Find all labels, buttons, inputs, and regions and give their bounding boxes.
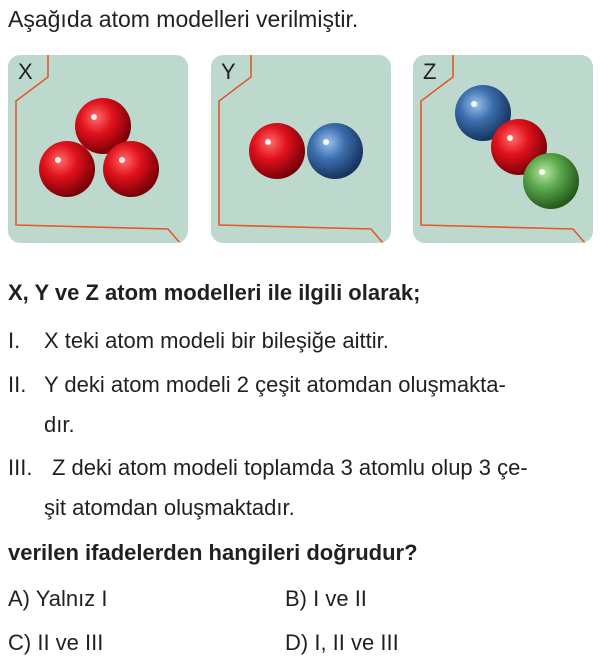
statement-text-continued: şit atomdan oluşmaktadır.: [44, 495, 295, 520]
option-key: B): [285, 586, 307, 611]
option-key: C): [8, 630, 32, 655]
option-b[interactable]: [285, 586, 367, 612]
blue-atom: [307, 123, 363, 179]
atom-model-y-drawing: [211, 55, 391, 243]
intro-text: Aşağıda atom modelleri verilmiştir.: [8, 6, 359, 32]
option-a[interactable]: [8, 586, 107, 612]
statement-number: II.: [8, 372, 27, 397]
statement-1: [8, 328, 598, 358]
statement-2: [8, 372, 598, 442]
panel-label-z: Z: [423, 59, 437, 84]
option-c[interactable]: [8, 630, 103, 656]
statement-text: X teki atom modeli bir bileşiğe aittir.: [44, 328, 389, 353]
option-text: I ve II: [313, 586, 367, 611]
statement-number: I.: [8, 328, 21, 353]
option-text: I, II ve III: [314, 630, 399, 655]
panel-label-y: Y: [221, 59, 236, 84]
option-key: A): [8, 586, 30, 611]
statement-3: [8, 455, 598, 525]
panel-label-x: X: [18, 59, 33, 84]
atom-model-panel-z: [413, 55, 593, 243]
statement-text: Z deki atom modeli toplamda 3 atomlu olup 3 çe-: [52, 455, 528, 480]
statement-text-continued: dır.: [44, 412, 75, 437]
statement-text: Y deki atom modeli 2 çeşit atomdan oluşmakta-: [44, 372, 506, 397]
option-text: Yalnız I: [35, 586, 108, 611]
green-atom: [523, 153, 579, 209]
statement-number: III.: [8, 455, 33, 480]
question-prompt: verilen ifadelerden hangileri doğrudur?: [8, 540, 418, 565]
atom-model-x-drawing: [8, 55, 188, 243]
atom-model-panel-x: [8, 55, 188, 243]
red-atom: [249, 123, 305, 179]
option-key: D): [285, 630, 309, 655]
red-atom: [39, 141, 95, 197]
question-stem: X, Y ve Z atom modelleri ile ilgili olarak;: [8, 280, 421, 305]
option-text: II ve III: [37, 630, 104, 655]
option-d[interactable]: [285, 630, 399, 656]
atom-model-z-drawing: [413, 55, 593, 243]
red-atom: [103, 141, 159, 197]
atom-model-panel-y: [211, 55, 391, 243]
